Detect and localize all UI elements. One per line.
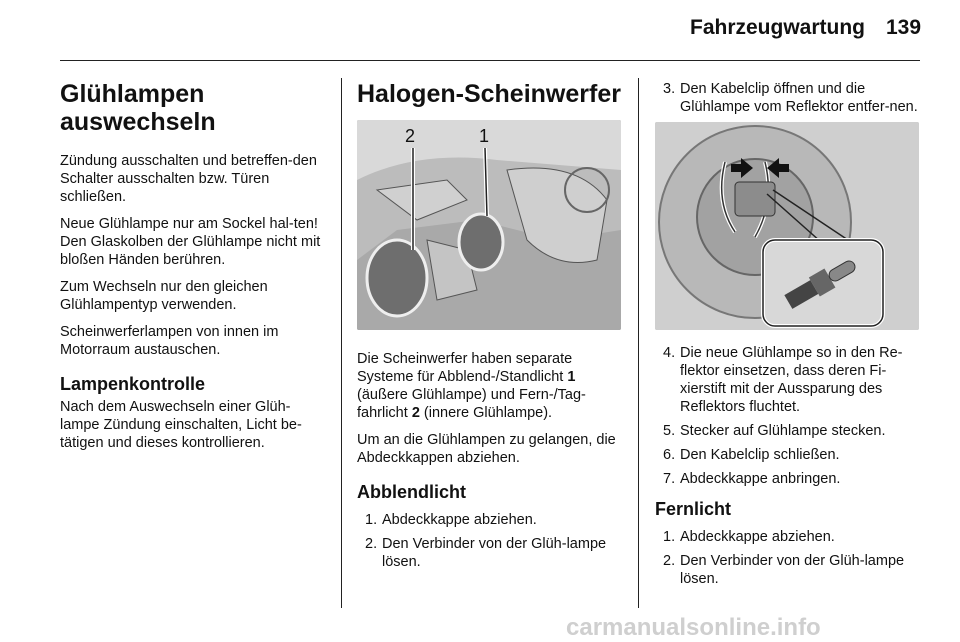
watermark: carmanualsonline.info [566,614,821,641]
middle-column [357,80,625,577]
figure-label-2: 2 [405,126,416,146]
paragraph-bulb-type: Zum Wechseln nur den gleichen Glühlampentyp verwenden. [60,279,268,313]
header-divider [60,60,920,61]
page-header-title: Fahrzeugwartung [690,16,866,39]
section-title-halogen: Halogen-Scheinwerfer [357,80,621,108]
list-item: 5. Stecker auf Glühlampe stecken. [663,423,886,439]
list-item: 2. Den Verbinder von der Glüh-lampe lösen. [365,536,607,570]
paragraph-systems: Die Scheinwerfer haben separate Systeme für Abblend-/Standlicht 1 (äußere Glühlampe) und Fern-/Tag-fahrlicht 2 (innere Glühlampe). [357,351,586,421]
subheading-fernlicht: Fernlicht [655,499,732,519]
column-divider-2 [638,78,639,608]
section-title-line2: auswechseln [60,108,216,136]
step-3-list [655,80,921,116]
ref-2: 2 [411,405,420,421]
subheading-abblendlicht: Abblendlicht [357,482,466,502]
paragraph-handling: Neue Glühlampe nur am Sockel hal-ten! Den Glaskolben der Glühlampe nicht mit bloßen Händen berühren. [60,216,321,268]
fernlicht-steps [655,528,921,588]
steps-4-7 [655,344,921,488]
list-item: 2. Den Verbinder von der Glüh-lampe lösen. [663,553,905,587]
figure-label-1: 1 [479,126,490,146]
list-item: 6. Den Kabelclip schließen. [663,447,840,463]
list-item: 1. Abdeckkappe abziehen. [365,512,537,528]
column-divider-1 [341,78,342,608]
list-item: 4. Die neue Glühlampe so in den Re-flektor einsetzen, dass deren Fi-xierstift mit der Aussparung des Reflektors fluchtet. [663,345,903,415]
list-item: 7. Abdeckkappe anbringen. [663,471,841,487]
bulb-removal-figure [655,122,919,330]
ref-1: 1 [567,369,576,385]
paragraph-headlamp-change: Scheinwerferlampen von innen im Motorraum austauschen. [60,324,279,358]
headlamp-figure [357,120,621,330]
section-title-line1: Glühlampen [60,80,205,108]
paragraph-check: Nach dem Auswechseln einer Glüh-lampe Zündung einschalten, Licht be-tätigen und dieses kontrollieren. [60,399,302,451]
page-number: 139 [886,16,922,39]
paragraph-access: Um an die Glühlampen zu gelangen, die Abdeckkappen abziehen. [357,432,616,466]
section-title [60,80,328,136]
left-column [60,80,328,461]
headlamp-illustration [357,120,621,330]
subheading-lampenkontrolle: Lampenkontrolle [60,374,206,394]
list-item: 1. Abdeckkappe abziehen. [663,529,835,545]
bulb-illustration [655,122,919,330]
abblendlicht-steps [357,511,625,571]
right-column [655,80,921,594]
paragraph-ignition: Zündung ausschalten und betreffen-den Schalter ausschalten bzw. Türen schließen. [60,153,317,205]
list-item: 3. Den Kabelclip öffnen und die Glühlampe vom Reflektor entfer-nen. [663,81,918,115]
